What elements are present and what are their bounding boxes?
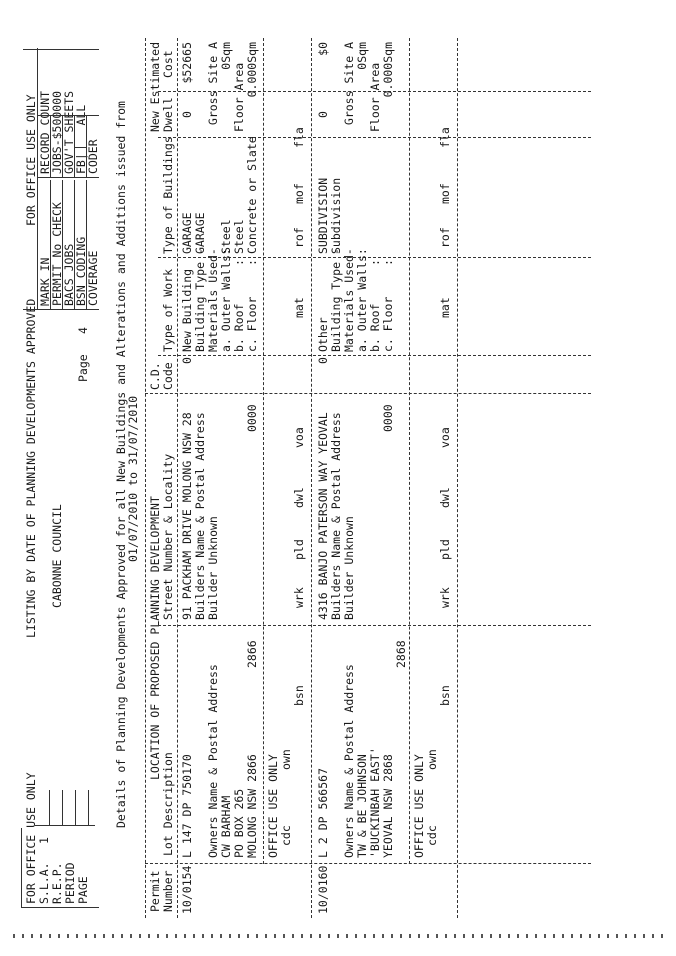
listing-sheet (13, 18, 663, 938)
floor-area-label: Floor Area (368, 62, 382, 132)
code-voa: voa (292, 427, 306, 448)
office-bsn-coding: BSN CODING (74, 236, 88, 306)
code-fla: fla (292, 127, 306, 148)
office-use-row-label: OFFICE USE ONLY (412, 754, 426, 858)
floor-label: c. Floor (245, 296, 259, 352)
owner-name: CW BARHAM (219, 795, 233, 858)
code-rof: rof (438, 227, 452, 248)
office-use-label: FOR OFFICE USE ONLY (24, 772, 38, 904)
cd-code: 0 (180, 357, 194, 364)
lot-description: L 147 DP 750170 (180, 754, 194, 858)
gross-site-value: 0Sqm (355, 42, 369, 70)
col-type-buildings: Type of Buildings (161, 136, 175, 254)
floor-area-value: 0.000Sqm (381, 42, 395, 98)
floor-colon: : (381, 259, 395, 266)
permit-number: 10/0154 (180, 865, 194, 914)
code-own: own (279, 749, 293, 770)
code-wrk: wrk (438, 587, 452, 608)
col-type-work: Type of Work (161, 268, 175, 352)
lot-description: L 2 DP 566567 (316, 767, 330, 858)
code-mat: mat (438, 297, 452, 318)
code-mat: mat (292, 297, 306, 318)
builder-name: Builder Unknown (342, 516, 356, 620)
materials-label: Materials Used- (342, 248, 356, 352)
sla-label: S.L.A. (37, 862, 51, 904)
owner-postcode: 2868 (394, 640, 408, 668)
code-wrk: wrk (292, 587, 306, 608)
owner-postcode: 2866 (245, 640, 259, 668)
owners-label: Owners Name & Postal Address (206, 664, 220, 858)
floor-colon: : (245, 259, 259, 266)
col-street: Street Number & Locality (161, 453, 175, 620)
outer-walls-label: a. Outer Walls: (355, 248, 369, 352)
building-type: SUBDIVISION (316, 177, 330, 254)
code-mof: mof (292, 183, 306, 204)
col-cost: Cost (161, 50, 175, 78)
building-type: GARAGE (180, 212, 194, 254)
sla-value: 1 (37, 837, 51, 844)
code-cdc: cdc (425, 825, 439, 846)
floor-area-label: Floor Area (232, 62, 246, 132)
roof-label: b. Roof (368, 303, 382, 352)
col-cd: C.D. (148, 362, 162, 390)
builder-name: Builder Unknown (206, 516, 220, 620)
owner-address: PO BOX 265 (232, 788, 246, 858)
col-new-estimated: New Estimated (148, 42, 162, 133)
gross-site-value: 0Sqm (219, 42, 233, 70)
code-bsn: bsn (438, 685, 452, 706)
col-code: Code (161, 362, 175, 390)
office-permit-check: PERMIT No CHECK (50, 202, 64, 306)
building-type-label: Building Type - (193, 248, 207, 352)
dwell-count: 0 (180, 111, 194, 118)
code-own: own (425, 749, 439, 770)
col-location-title: LOCATION OF PROPOSED PLANNING DEVELOPMENT (148, 496, 162, 780)
rep-label: R.E.P. (50, 862, 64, 904)
code-fla: fla (438, 127, 452, 148)
office-title-right: FOR OFFICE USE ONLY (24, 94, 38, 226)
code-rof: rof (292, 227, 306, 248)
dwell-count: 0 (316, 111, 330, 118)
page-label: PAGE (76, 876, 90, 904)
page-text: Page (76, 354, 90, 382)
builders-label: Builders Name & Postal Address (193, 412, 207, 620)
building-type-label: Building Type - (329, 248, 343, 352)
office-coverage: COVERAGE (86, 250, 100, 306)
materials-label: Materials Used- (206, 248, 220, 352)
type-of-work: Other (316, 317, 330, 352)
code-cdc: cdc (279, 825, 293, 846)
report-title: LISTING BY DATE OF PLANNING DEVELOPMENTS APPROVED (24, 298, 38, 638)
code-voa: voa (438, 427, 452, 448)
street-locality: 4316 BANJO PATERSON WAY YEOVAL (316, 412, 330, 620)
builder-postcode: 0000 (245, 404, 259, 432)
estimated-cost: $52665 (180, 42, 194, 84)
page-number: 4 (76, 327, 90, 334)
building-type-2: GARAGE (193, 212, 207, 254)
tractor-feed-holes (13, 934, 663, 938)
col-dwell: Dwell (161, 97, 175, 132)
code-pld: pld (292, 539, 306, 560)
gross-site-label: Gross Site A (206, 42, 220, 126)
council-name: CABONNE COUNCIL (50, 504, 64, 608)
code-mof: mof (438, 183, 452, 204)
roof-value: Steel (232, 219, 246, 254)
building-type-2: Subdivision (329, 177, 343, 254)
owner-locality: MOLONG NSW 2866 (245, 754, 259, 858)
floor-value: Concrete or Slate (245, 136, 259, 254)
col-permit: Permit (148, 870, 162, 912)
code-pld: pld (438, 539, 452, 560)
office-fb-all: FB| ALL (74, 104, 88, 174)
period-label: PERIOD (63, 862, 77, 904)
roof-colon: : (368, 259, 382, 266)
type-of-work: New Building (180, 268, 194, 352)
estimated-cost: $0 (316, 42, 330, 56)
col-lot: Lot Description (161, 752, 175, 856)
roof-colon: : (232, 259, 246, 266)
owner-address: 'BUCKINBAH EAST' (368, 747, 382, 858)
office-coder: CODER (86, 139, 100, 174)
owners-label: Owners Name & Postal Address (342, 664, 356, 858)
office-govt-sheets: GOV'T SHEETS (62, 90, 76, 174)
code-bsn: bsn (292, 685, 306, 706)
owner-locality: YEOVAL NSW 2868 (381, 754, 395, 858)
office-bacs-jobs: BACS JOBS (62, 243, 76, 306)
office-mark-in: MARK IN (38, 257, 52, 306)
office-record-count: RECORD COUNT (38, 90, 52, 174)
col-number: Number (161, 870, 175, 912)
street-locality: 91 PACKHAM DRIVE MOLONG NSW 28 (180, 412, 194, 620)
floor-label: c. Floor (381, 296, 395, 352)
floor-area-value: 0.000Sqm (245, 42, 259, 98)
roof-label: b. Roof (232, 303, 246, 352)
builder-postcode: 0000 (381, 404, 395, 432)
builders-label: Builders Name & Postal Address (329, 412, 343, 620)
outer-walls-value: Steel (219, 219, 233, 254)
subtitle-line1: Details of Planning Developments Approved for all New Buildings and Alterations and Additions issued from (114, 101, 128, 828)
office-use-row-label: OFFICE USE ONLY (266, 754, 280, 858)
permit-number: 10/0160 (316, 865, 330, 914)
gross-site-label: Gross Site A (342, 42, 356, 126)
code-dwl: dwl (292, 487, 306, 508)
code-dwl: dwl (438, 487, 452, 508)
owner-name: TW & BE JOHNSON (355, 754, 369, 858)
cd-code: 0 (316, 357, 330, 364)
outer-walls-label: a. Outer Walls: (219, 248, 233, 352)
subtitle-line2: 01/07/2010 to 31/07/2010 (126, 395, 140, 562)
office-jobs: JOBS-$500000 (50, 90, 64, 174)
